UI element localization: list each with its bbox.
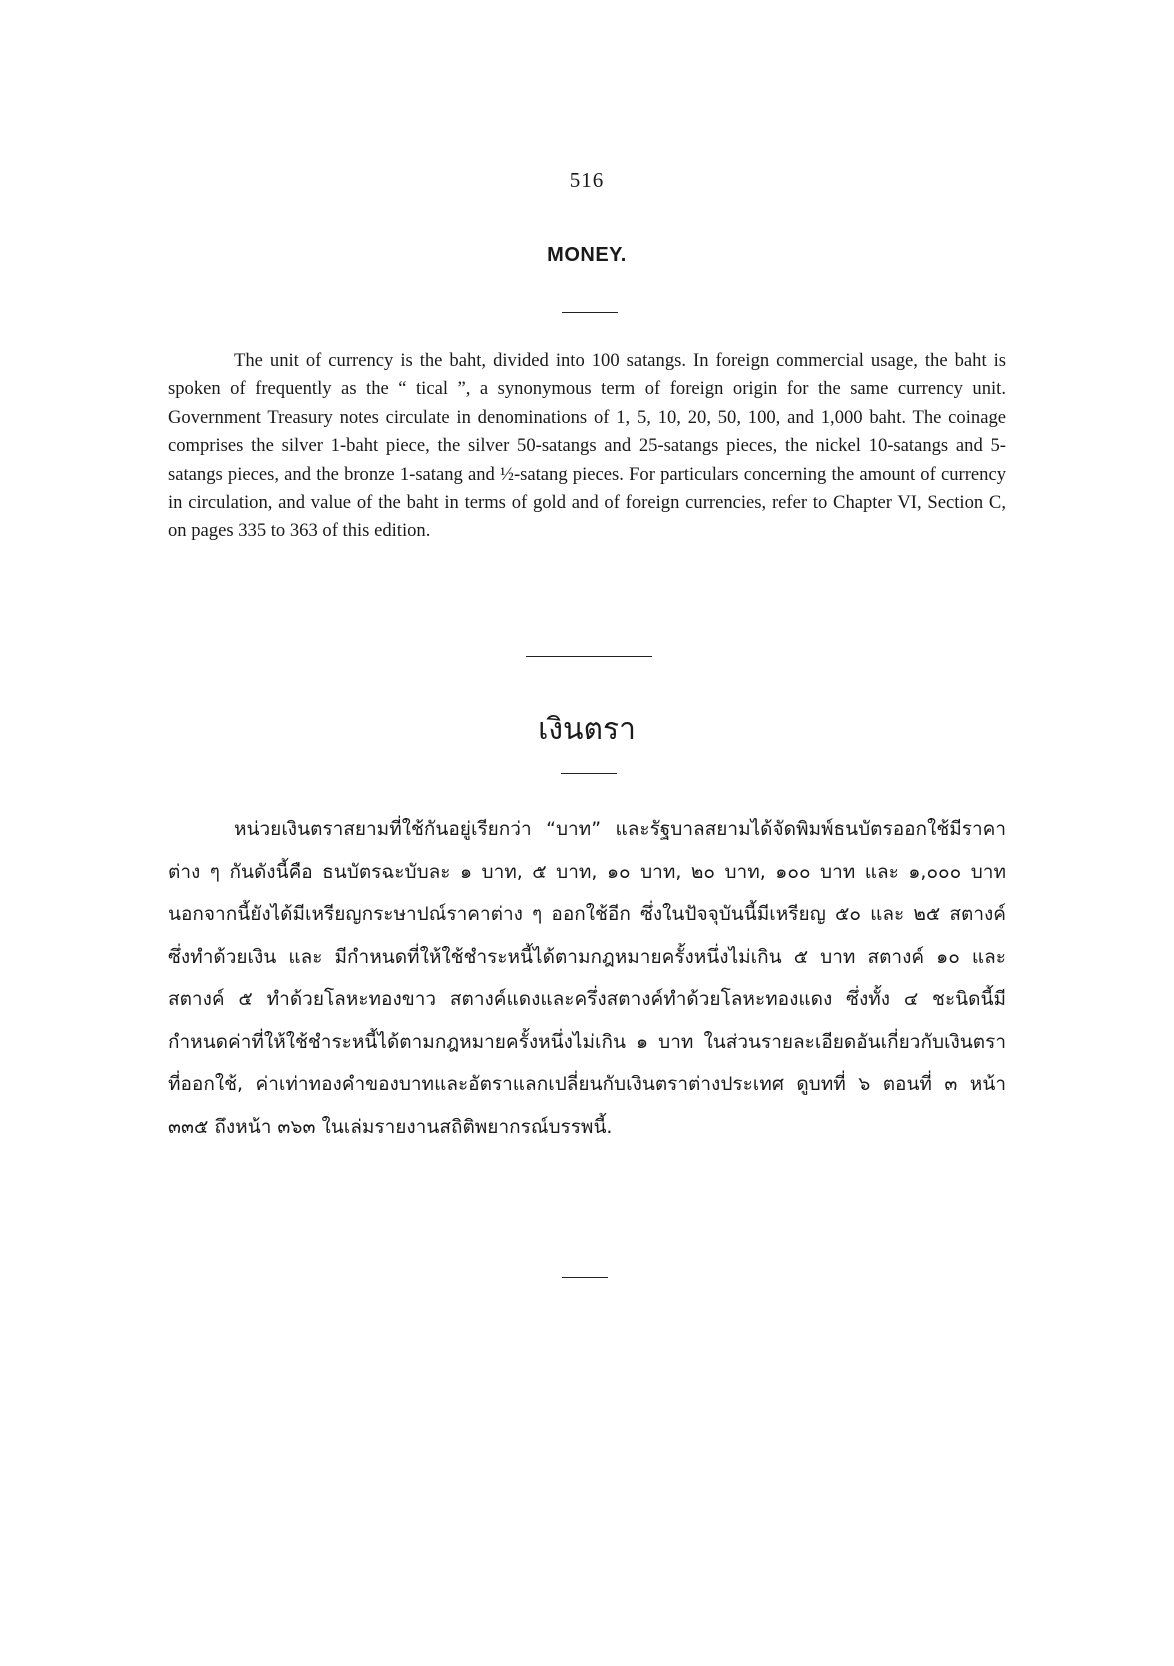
english-title: MONEY. xyxy=(547,244,627,266)
english-paragraph: The unit of currency is the baht, divided into 100 satangs. In foreign commercial usage, the baht is spoken of frequently as the “ tical ”, a synonymous term of foreign origin for the same currency unit. Government Treasury notes circulate in denominations of 1, 5, 10, 20, 50, 100, and 1,000 baht. The coinage comprises the silver 1-baht piece, the silver 50-satangs and 25-satangs pieces, the nickel 10-satangs and 5-satangs pieces, and the bronze 1-satang and ½-satang pieces. For particulars concerning the amount of currency in circulation, and value of the baht in terms of gold and of foreign currencies, refer to Chapter VI, Section C, on pages 335 to 363 of this edition. xyxy=(168,350,1006,542)
page-number: 516 xyxy=(569,168,605,192)
divider-top xyxy=(562,312,618,313)
divider-middle xyxy=(526,656,652,657)
divider-bottom xyxy=(562,1277,608,1278)
thai-title: เงินตรา xyxy=(538,712,636,747)
thai-paragraph: หน่วยเงินตราสยามที่ใช้กันอยู่เรียกว่า “บาท” และรัฐบาลสยามได้จัดพิมพ์ธนบัตรออกใช้มีราคาต่าง ๆ กันดังนี้คือ ธนบัตรฉะบับละ ๑ บาท, ๕ บาท, ๑๐ บาท, ๒๐ บาท, ๑๐๐ บาท และ ๑,๐๐๐ บาท นอกจากนี้ยังได้มีเหรียญกระษาปณ์ราคาต่าง ๆ ออกใช้อีก ซึ่งในปัจจุบันนี้มีเหรียญ ๕๐ และ ๒๕ สตางค์ ซึ่งทำด้วยเงิน และ มีกำหนดที่ให้ใช้ชำระหนี้ได้ตามกฎหมายครั้งหนึ่งไม่เกิน ๕ บาท สตางค์ ๑๐ และสตางค์ ๕ ทำด้วยโลหะทองขาว สตางค์แดงและครึ่งสตางค์ทำด้วยโลหะทองแดง ซึ่งทั้ง ๔ ชะนิดนี้มีกำหนดค่าที่ให้ใช้ชำระหนี้ได้ตามกฎหมายครั้งหนึ่งไม่เกิน ๑ บาท ในส่วนรายละเอียดอันเกี่ยวกับเงินตราที่ออกใช้, ค่าเท่าทองคำของบาทและอัตราแลกเปลี่ยนกับเงินตราต่างประเทศ ดูบทที่ ๖ ตอนที่ ๓ หน้า ๓๓๕ ถึงหน้า ๓๖๓ ในเล่มรายงานสถิติพยากรณ์บรรพนี้. xyxy=(168,818,1006,1138)
divider-thai-title xyxy=(561,773,617,774)
